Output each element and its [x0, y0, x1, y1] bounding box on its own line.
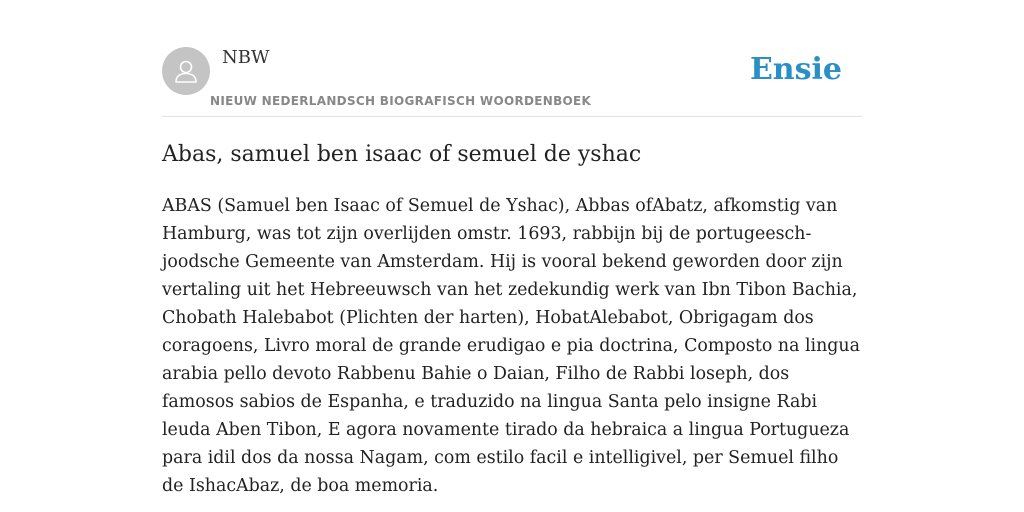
entry-body: ABAS (Samuel ben Isaac of Semuel de Yshac), Abbas ofAbatz, afkomstig van Hamburg, was tot zijn overlijden omstr. 1693, rabbijn bij de portugeesch-joodsche Gemeente van Amsterdam. Hij is vooral bekend geworden door zijn vertaling uit het Hebreeuwsch van het zedekundig werk van Ibn Tibon Bachia, Chobath Halebabot (Plichten der harten), HobatAlebabot, Obrigagam dos coragoens, Livro moral de grande erudigao e pia doctrina, Composto na lingua arabia pello devoto Rabbenu Bahie o Daian, Filho de Rabbi loseph, dos famosos sabios de Espanha, e traduzido na lingua Santa pelo insigne Rabi leuda Aben Tibon, E agora novamente tirado da hebraica a lingua Portugueza para idil dos da nossa Nagam, com estilo facil e intelligivel, per Semuel filho de IshacAbaz, de boa memoria. [162, 196, 861, 496]
card-header [162, 0, 862, 117]
source-full-name[interactable]: NIEUW NEDERLANDSCH BIOGRAFISCH WOORDENBOEK [210, 94, 592, 108]
ensie-logo[interactable]: Ensie [749, 52, 842, 87]
avatar[interactable] [162, 47, 210, 95]
source-name[interactable]: NBW [222, 47, 270, 68]
entry-title: Abas, samuel ben isaac of semuel de yshac [162, 142, 642, 167]
entry-card [162, 0, 862, 496]
user-icon [172, 57, 200, 85]
